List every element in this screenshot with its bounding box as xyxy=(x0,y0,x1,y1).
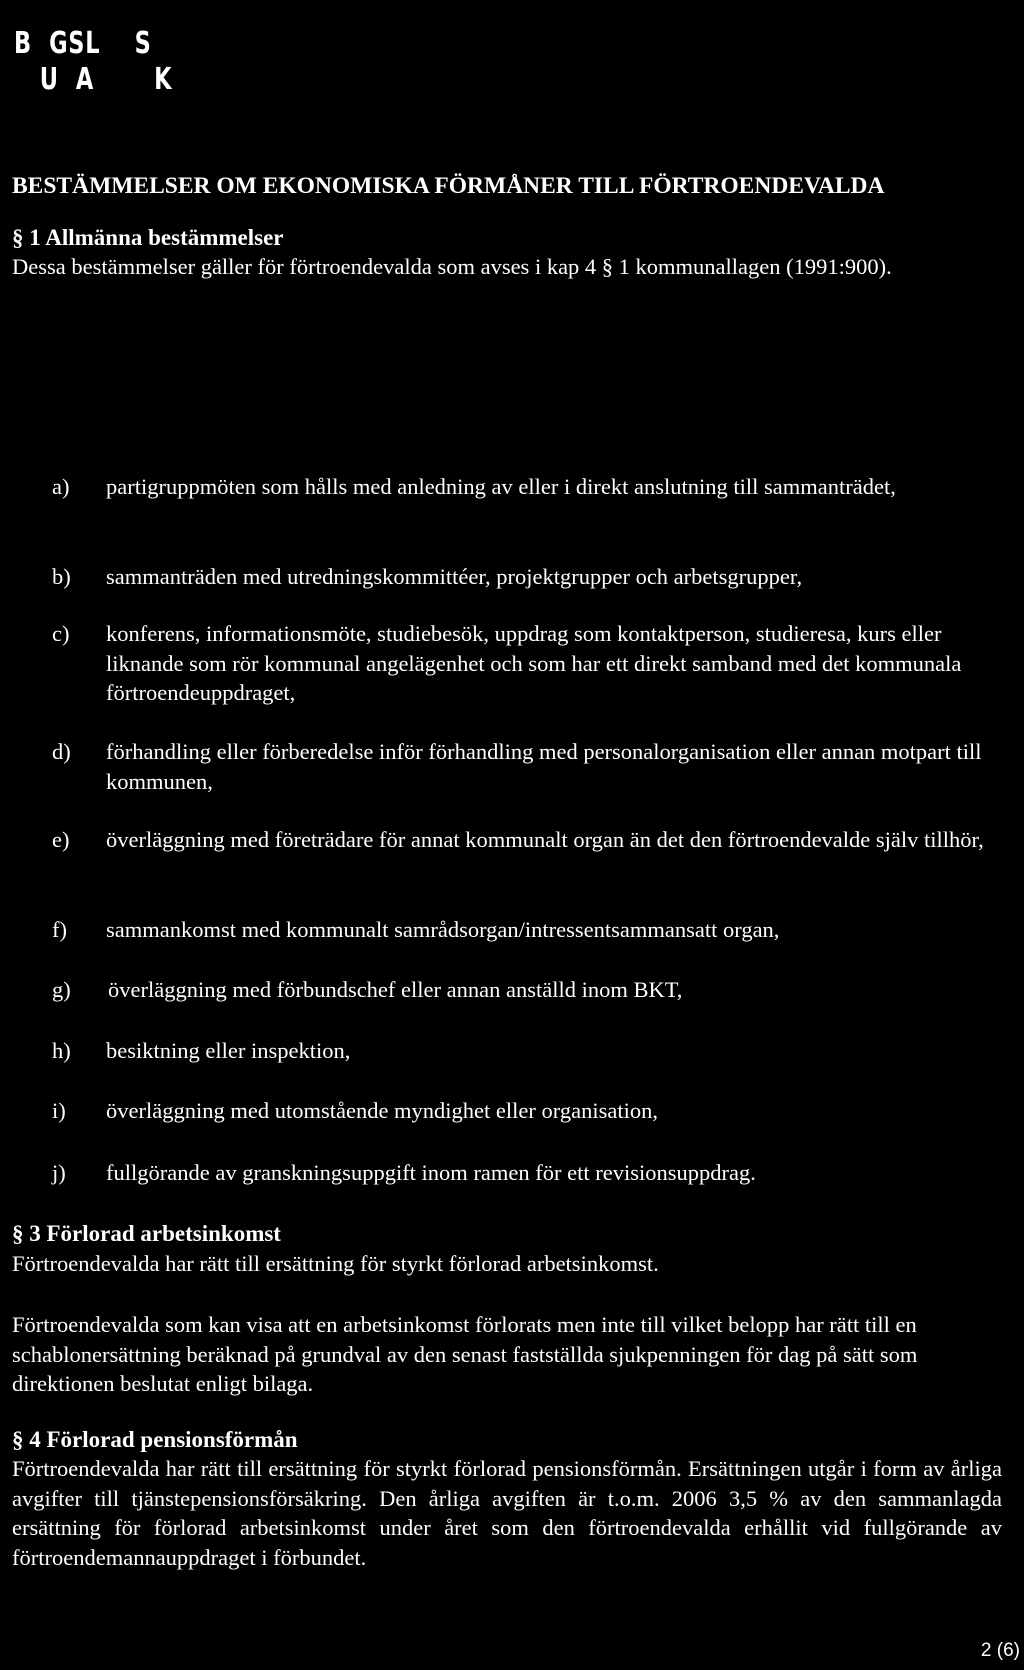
organization-logo xyxy=(14,26,172,98)
logo-line-2: U A K xyxy=(14,62,173,97)
list-marker: b) xyxy=(52,564,71,589)
list-marker: g) xyxy=(52,977,71,1002)
list-item-text: överläggning med förbundschef eller annan anställd inom BKT, xyxy=(108,977,683,1002)
list-item-text: förhandling eller förberedelse inför förhandling med personalorganisation eller annan motpart till kommunen, xyxy=(106,739,982,794)
list-marker: i) xyxy=(52,1098,66,1123)
list-item-text: konferens, informationsmöte, studiebesök, uppdrag som kontaktperson, studieresa, kurs eller liknande som rör kommunal angelägenhet och som har ett direkt samband med det kommunala förtroendeuppdraget, xyxy=(106,621,962,705)
list-marker: j) xyxy=(52,1160,66,1185)
page-number: 2 (6) xyxy=(980,1640,1020,1661)
list-marker: c) xyxy=(52,621,70,646)
list-item-text: besiktning eller inspektion, xyxy=(106,1038,351,1063)
list-item-text: sammankomst med kommunalt samrådsorgan/intressentsammansatt organ, xyxy=(106,917,780,942)
section-4-heading: § 4 Förlorad pensionsförmån xyxy=(12,1427,298,1452)
section-3-text-1: Förtroendevalda har rätt till ersättning för styrkt förlorad arbetsinkomst. xyxy=(12,1251,659,1276)
list-item-text: partigruppmöten som hålls med anledning av eller i direkt anslutning till sammanträdet, xyxy=(106,474,896,499)
list-item-text: fullgörande av granskningsuppgift inom ramen för ett revisionsuppdrag. xyxy=(106,1160,756,1185)
document-title: BESTÄMMELSER OM EKONOMISKA FÖRMÅNER TILL FÖRTROENDEVALDA xyxy=(12,173,885,199)
list-item-text: överläggning med företrädare för annat kommunalt organ än det den förtroendevalde själv tillhör, xyxy=(106,827,984,852)
list-marker: a) xyxy=(52,474,70,499)
section-3-heading: § 3 Förlorad arbetsinkomst xyxy=(12,1221,281,1246)
section-4-text: Förtroendevalda har rätt till ersättning för styrkt förlorad pensionsförmån. Ersättningen utgår i form av årliga avgifter till tjänstepensionsförsäkring. Den årliga avgiften är t.o.m. 2006 3,5 % av den sammanlagda ersättning för förlorad arbetsinkomst under året som den förtroendevalda erhållit vid fullgörande av förtroendemannauppdraget i förbundet. xyxy=(12,1456,1002,1570)
list-marker: e) xyxy=(52,827,70,852)
list-marker: h) xyxy=(52,1038,71,1063)
list-item-text: sammanträden med utredningskommittéer, projektgrupper och arbetsgrupper, xyxy=(106,564,803,589)
list-item-text: överläggning med utomstående myndighet eller organisation, xyxy=(106,1098,658,1123)
section-1-heading: § 1 Allmänna bestämmelser xyxy=(12,225,284,250)
list-marker: d) xyxy=(52,739,71,764)
section-1-text: Dessa bestämmelser gäller för förtroendevalda som avses i kap 4 § 1 kommunallagen (1991:900). xyxy=(12,254,892,279)
list-marker: f) xyxy=(52,917,67,942)
logo-line-1: B GSL S xyxy=(14,26,152,61)
section-3-text-2: Förtroendevalda som kan visa att en arbetsinkomst förlorats men inte till vilket belopp har rätt till en schablonersättning beräknad på grundval av den senast fastställda sjukpenningen för dag på sätt som direktionen beslutat enligt bilaga. xyxy=(12,1312,918,1396)
